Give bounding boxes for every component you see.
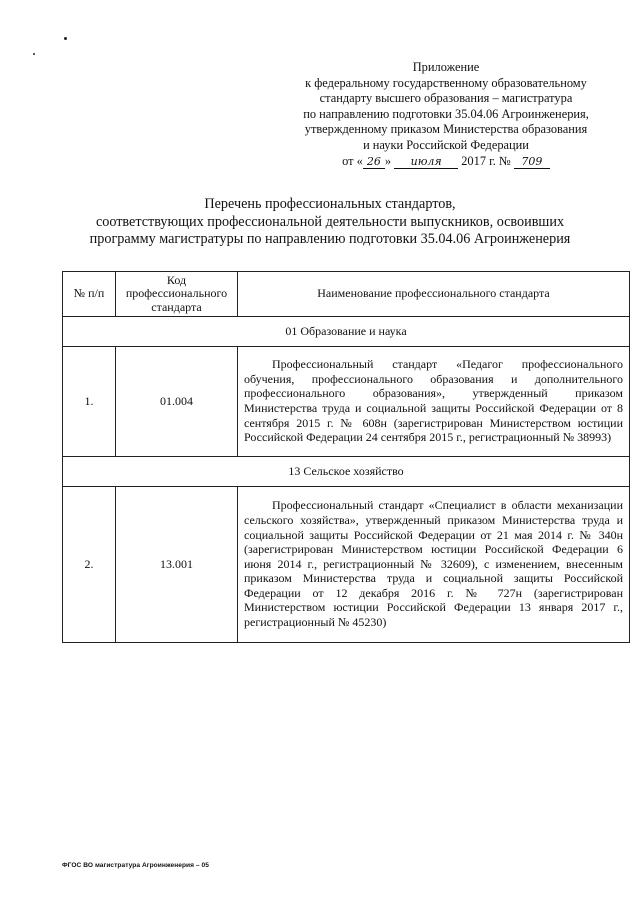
appendix-header [300, 60, 592, 169]
header-name: Наименование профессионального стандарта [238, 272, 630, 317]
header-number: № п/п [63, 272, 116, 317]
row-number: 2. [63, 487, 116, 643]
title-line: программу магистратуры по направлению подготовки 35.04.06 Агроинженерия [89, 231, 571, 247]
scan-speck [33, 53, 35, 55]
appendix-line: к федеральному государственному образовательному [305, 75, 587, 90]
section-row [63, 457, 630, 487]
row-code: 13.001 [116, 487, 238, 643]
table-header-row [63, 272, 630, 317]
scan-speck [64, 37, 67, 40]
table-row [63, 347, 630, 457]
approval-date-line [300, 154, 592, 170]
section-row [63, 317, 630, 347]
row-code: 01.004 [116, 347, 238, 457]
row-standard-name: Профессиональный стандарт «Специалист в области механизации сельского хозяйства», утвержденный приказом Министерства труда и социальной защиты Российской Федерации от 21 мая 2014 г. № 340н (зарегистрирован Министерством юстиции Российской Федерации 6 июня 2014 г., регистрационный № 32609), с изменением, внесенным приказом Министерства труда и социальной защиты Российской Федерации от 12 декабря 2016 г. № 727н (зарегистрирован Министерством юстиции Российской Федерации 13 января 2017 г., регистрационный № 45230) [238, 487, 630, 643]
handwritten-month: июля [394, 156, 458, 169]
title-line: Перечень профессиональных стандартов, [204, 196, 456, 212]
date-prefix: от « [342, 153, 363, 168]
row-number: 1. [63, 347, 116, 457]
date-separator: » [384, 153, 392, 168]
date-year: 2017 г. № [458, 153, 514, 168]
header-code: Код профессионального стандарта [116, 272, 238, 317]
handwritten-day: 26 [363, 156, 385, 169]
page-footer: ФГОС ВО магистратура Агроинженерия – 05 [62, 862, 209, 869]
appendix-line: и науки Российской Федерации [363, 137, 529, 152]
standards-table [62, 271, 630, 643]
document-title [60, 196, 600, 249]
appendix-line: стандарту высшего образования – магистратура [319, 91, 573, 106]
handwritten-order-number: 709 [514, 156, 550, 169]
section-title: 01 Образование и наука [63, 317, 630, 347]
row-standard-name: Профессиональный стандарт «Педагог профессионального обучения, профессионального образования и дополнительного профессионального образования», утвержденный приказом Министерства труда и социальной защиты Российской Федерации от 8 сентября 2015 г. № 608н (зарегистрирован Министерством юстиции Российской Федерации 24 сентября 2015 г., регистрационный № 38993) [238, 347, 630, 457]
appendix-line: Приложение [412, 60, 480, 74]
appendix-line: по направлению подготовки 35.04.06 Агроинженерия, [303, 106, 589, 121]
appendix-line: утвержденному приказом Министерства образования [304, 122, 588, 137]
table-row [63, 487, 630, 643]
section-title: 13 Сельское хозяйство [63, 457, 630, 487]
title-line: соответствующих профессиональной деятельности выпускников, освоивших [95, 213, 565, 230]
